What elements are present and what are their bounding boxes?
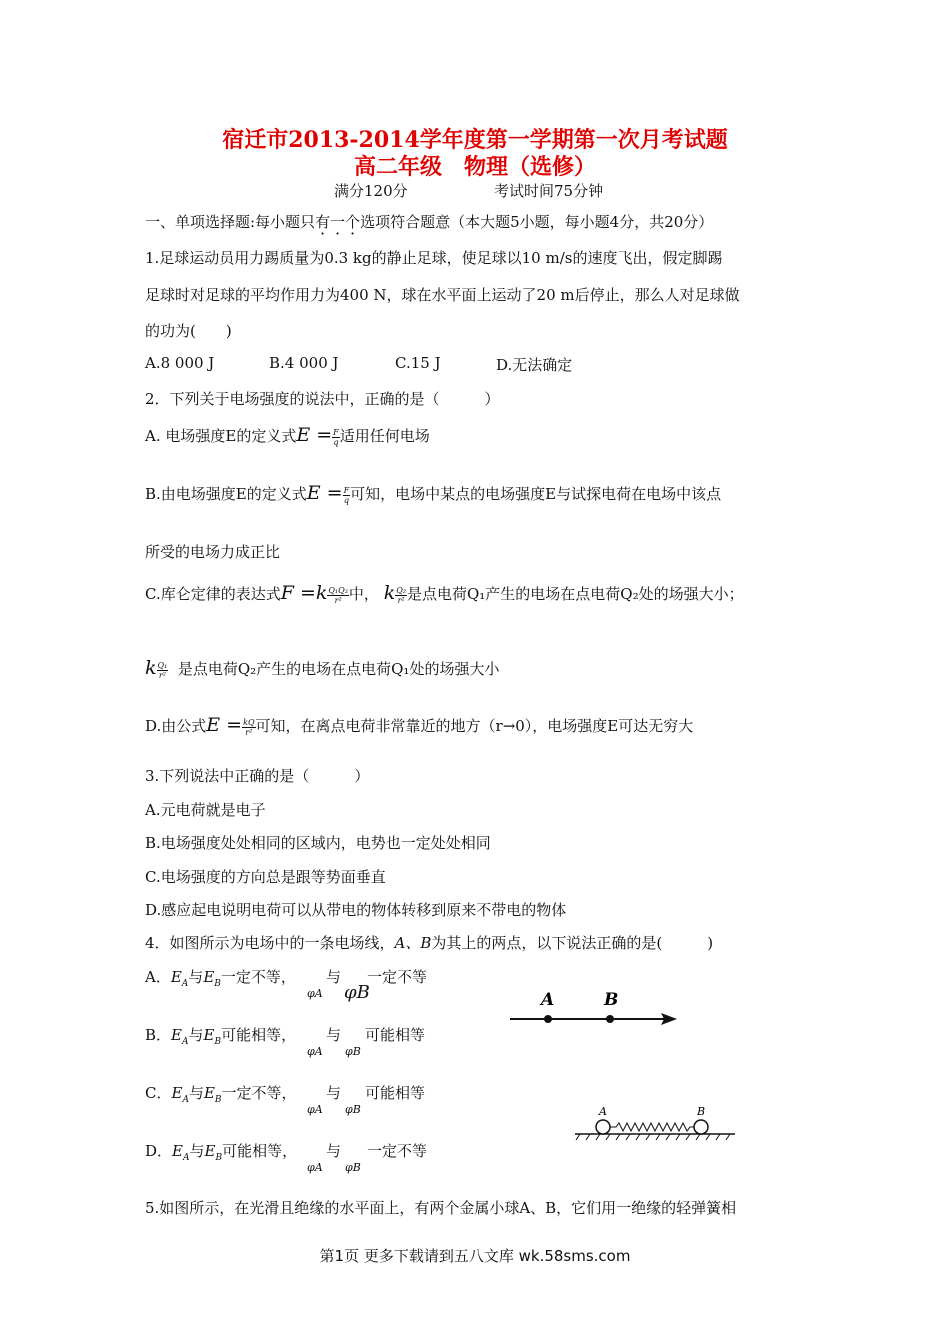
q2-option-b: B.由电场强度E的定义式E = $\frac{F}{q}$ 可知，电场中某点的电场强度E与试探电荷在电场中该点 — [145, 482, 722, 505]
phi-a-row-a: φA — [307, 987, 323, 1000]
phi-b-row-b: φB — [345, 1045, 361, 1058]
q4-d-with: 与 — [326, 1142, 342, 1160]
fraction-f-over-q-b: $\frac{F}{q}$ — [343, 485, 350, 505]
section-heading: 一、单项选择题:每小题只有一个选项符合题意（本大题5小题，每小题4分，共20分） — [145, 213, 714, 231]
q1-line1: 1.足球运动员用力踢质量为0.3 kg的静止足球，使足球以10 m/s的速度飞出，假定脚踢 — [145, 249, 723, 267]
q4-option-d: D．$E_A$与$E_B$可能相等， — [145, 1142, 298, 1163]
phi-a-row-c: φA — [307, 1103, 323, 1116]
formula-k-q1: k — [145, 657, 157, 679]
fraction-kq-over-r2: $\frac{kQ}{\text{r²}}$ — [243, 717, 255, 737]
phi-b-row-c: φB — [345, 1103, 361, 1116]
q4-stem: 4．如图所示为电场中的一条电场线，A、B为其上的两点，以下说法正确的是( ) — [145, 934, 714, 952]
q1-option-b: B.4 000 J — [269, 354, 339, 372]
page-subtitle: 高二年级 物理（选修） — [353, 154, 596, 180]
fraction-q1-over-r2: $\frac{\text{Q₁}}{\text{r²}}$ — [157, 660, 168, 680]
q1-option-c: C.15 J — [395, 354, 441, 372]
q4-d-tail: 一定不等 — [367, 1142, 428, 1160]
q4-option-c: C．$E_A$与$E_B$一定不等， — [145, 1084, 297, 1105]
q2-option-c: C.库仑定律的表达式F =k $\frac{\text{Q₁Q₂}}{\text{r²}}$ 中， k $\frac{\text{Q₂}}{\text{r²}}$ 是点电荷Q₁产生的电场在点电荷Q₂处的场强大小； — [145, 582, 744, 605]
formula-point-charge: E = — [206, 714, 243, 736]
q2-option-c-line2: k $\frac{\text{Q₁}}{\text{r²}}$ 是点电荷Q₂产生的电场在点电荷Q₁处的场强大小 — [145, 657, 500, 680]
q2-option-d: D.由公式E = $\frac{kQ}{\text{r²}}$ 可知，在离点电荷非常靠近的地方（r→0），电场强度E可达无穷大 — [145, 714, 694, 737]
ball-b — [694, 1120, 708, 1134]
page-footer: 第1页 更多下载请到五八文库 wk.58sms.com — [319, 1247, 631, 1265]
q3-option-c: C.电场强度的方向总是跟等势面垂直 — [145, 868, 386, 886]
q3-option-b: B.电场强度处处相同的区域内，电势也一定处处相同 — [145, 834, 491, 852]
spring — [610, 1123, 694, 1131]
fraction-q2-over-r2: $\frac{\text{Q₂}}{\text{r²}}$ — [396, 585, 406, 605]
q4-option-b: B．$E_A$与$E_B$可能相等， — [145, 1026, 297, 1047]
q4-c-tail: 可能相等 — [365, 1084, 426, 1102]
q3-stem: 3.下列说法中正确的是（ ） — [145, 767, 370, 785]
field-line-figure — [505, 985, 685, 1035]
q1-line2: 足球时对足球的平均作用力为400 N，球在水平面上运动了20 m后停止，那么人对足球做 — [145, 286, 740, 304]
ball-b-label: B — [697, 1105, 706, 1118]
ball-a — [596, 1120, 610, 1134]
label-b: B — [604, 990, 619, 1010]
point-a — [544, 1015, 552, 1023]
q4-c-with: 与 — [326, 1084, 342, 1102]
q5-line1: 5.如图所示，在光滑且绝缘的水平面上，有两个金属小球A、B，它们用一绝缘的轻弹簧相 — [145, 1199, 737, 1217]
formula-coulomb: F =k — [280, 582, 328, 604]
phi-b-row-d: φB — [345, 1161, 361, 1174]
ground-hatching — [576, 1134, 730, 1140]
ball-a-label: A — [599, 1105, 607, 1118]
spring-figure — [570, 1100, 740, 1142]
exam-time: 考试时间75分钟 — [494, 182, 604, 200]
q1-line3: 的功为( ) — [145, 322, 232, 340]
phi-a-row-d: φA — [307, 1161, 323, 1174]
formula-k: k — [383, 582, 396, 604]
formula-e-fq-b: E = — [306, 482, 343, 504]
q4-b-tail: 可能相等 — [365, 1026, 426, 1044]
q4-b-with: 与 — [326, 1026, 342, 1044]
full-score: 满分120分 — [334, 182, 408, 200]
fraction-q1q2-over-r2: $\frac{\text{Q₁Q₂}}{\text{r²}}$ — [328, 585, 348, 605]
q4-a-tail: 一定不等 — [367, 968, 428, 986]
q2-option-b-line2: 所受的电场力成正比 — [145, 543, 281, 561]
formula-e-fq: E = — [296, 424, 333, 446]
page-title: 宿迁市2013-2014学年度第一学期第一次月考试题 — [222, 127, 728, 153]
q2-stem: 2．下列关于电场强度的说法中，正确的是（ ） — [145, 390, 500, 408]
q4-option-a: A．$E_A$与$E_B$一定不等， — [145, 968, 296, 989]
q1-option-a: A.8 000 J — [145, 354, 215, 372]
phi-b-row-a: φB — [344, 982, 370, 1003]
q2-option-a: A. 电场强度E的定义式E = $\frac{F}{q}$ 适用任何电场 — [145, 424, 430, 447]
q1-option-d: D.无法确定 — [496, 356, 573, 374]
q3-option-a: A.元电荷就是电子 — [145, 801, 266, 819]
point-b — [606, 1015, 614, 1023]
label-a: A — [541, 990, 555, 1010]
phi-a-row-b: φA — [307, 1045, 323, 1058]
q4-a-with: 与 — [326, 968, 342, 986]
fraction-f-over-q: $\frac{F}{q}$ — [333, 427, 339, 447]
q3-option-d: D.感应起电说明电荷可以从带电的物体转移到原来不带电的物体 — [145, 901, 567, 919]
